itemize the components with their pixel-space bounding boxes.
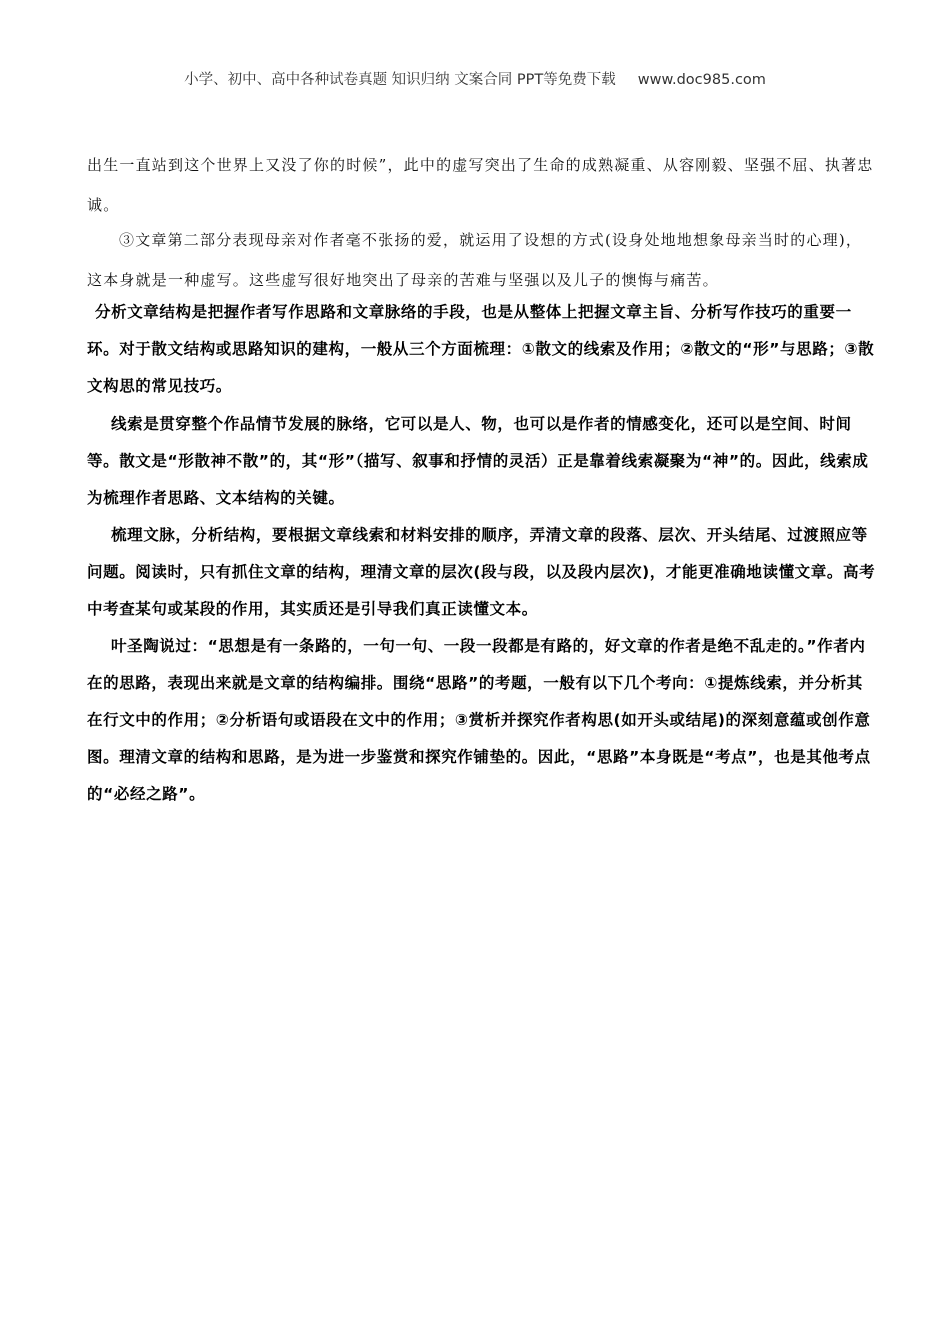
paragraph-6: 叶圣陶说过：“思想是有一条路的，一句一句、一段一段都是有路的，好文章的作者是绝不乱走的。”作者内在的思路，表现出来就是文章的结构编排。围绕“思路”的考题，一般有以下几个考向：①提炼线索，并分析其在行文中的作用；②分析语句或语段在文中的作用；③赏析并探究作者构思(如开头或结尾)的深刻意蕴或创作意图。理清文章的结构和思路，是为进一步鉴赏和探究作铺垫的。因此，“思路”本身既是“考点”，也是其他考点的“必经之路”。 xyxy=(87,637,871,803)
paragraph-1: 出生一直站到这个世界上又没了你的时候”，此中的虚写突出了生命的成熟凝重、从容刚毅、坚强不屈、执著忠诚。 xyxy=(87,156,874,214)
paragraph-3: 分析文章结构是把握作者写作思路和文章脉络的手段，也是从整体上把握文章主旨、分析写作技巧的重要一环。对于散文结构或思路知识的建构，一般从三个方面梳理：①散文的线索及作用；②散文的“形”与思路；③散文构思的常见技巧。 xyxy=(87,303,875,395)
paragraph-4: 线索是贯穿整个作品情节发展的脉络，它可以是人、物，也可以是作者的情感变化，还可以是空间、时间等。散文是“形散神不散”的，其“形”（描写、叙事和抒情的灵活）正是靠着线索凝聚为“神”的。因此，线索成为梳理作者思路、文本结构的关键。 xyxy=(87,415,869,507)
paragraph-2: ③文章第二部分表现母亲对作者毫不张扬的爱，就运用了设想的方式(设身处地地想象母亲当时的心理)，这本身就是一种虚写。这些虚写很好地突出了母亲的苦难与坚强以及儿子的懊悔与痛苦。 xyxy=(87,231,863,289)
paragraph-5: 梳理文脉，分析结构，要根据文章线索和材料安排的顺序，弄清文章的段落、层次、开头结尾、过渡照应等问题。阅读时，只有抓住文章的结构，理清文章的层次(段与段，以及段内层次)，才能更准确地读懂文章。高考中考查某句或某段的作用，其实质还是引导我们真正读懂文本。 xyxy=(87,526,876,618)
page-header xyxy=(0,68,950,89)
header-text: 小学、初中、高中各种试卷真题 知识归纳 文案合同 PPT等免费下载 xyxy=(184,72,616,88)
header-site-link[interactable]: www.doc985.com xyxy=(637,72,766,88)
